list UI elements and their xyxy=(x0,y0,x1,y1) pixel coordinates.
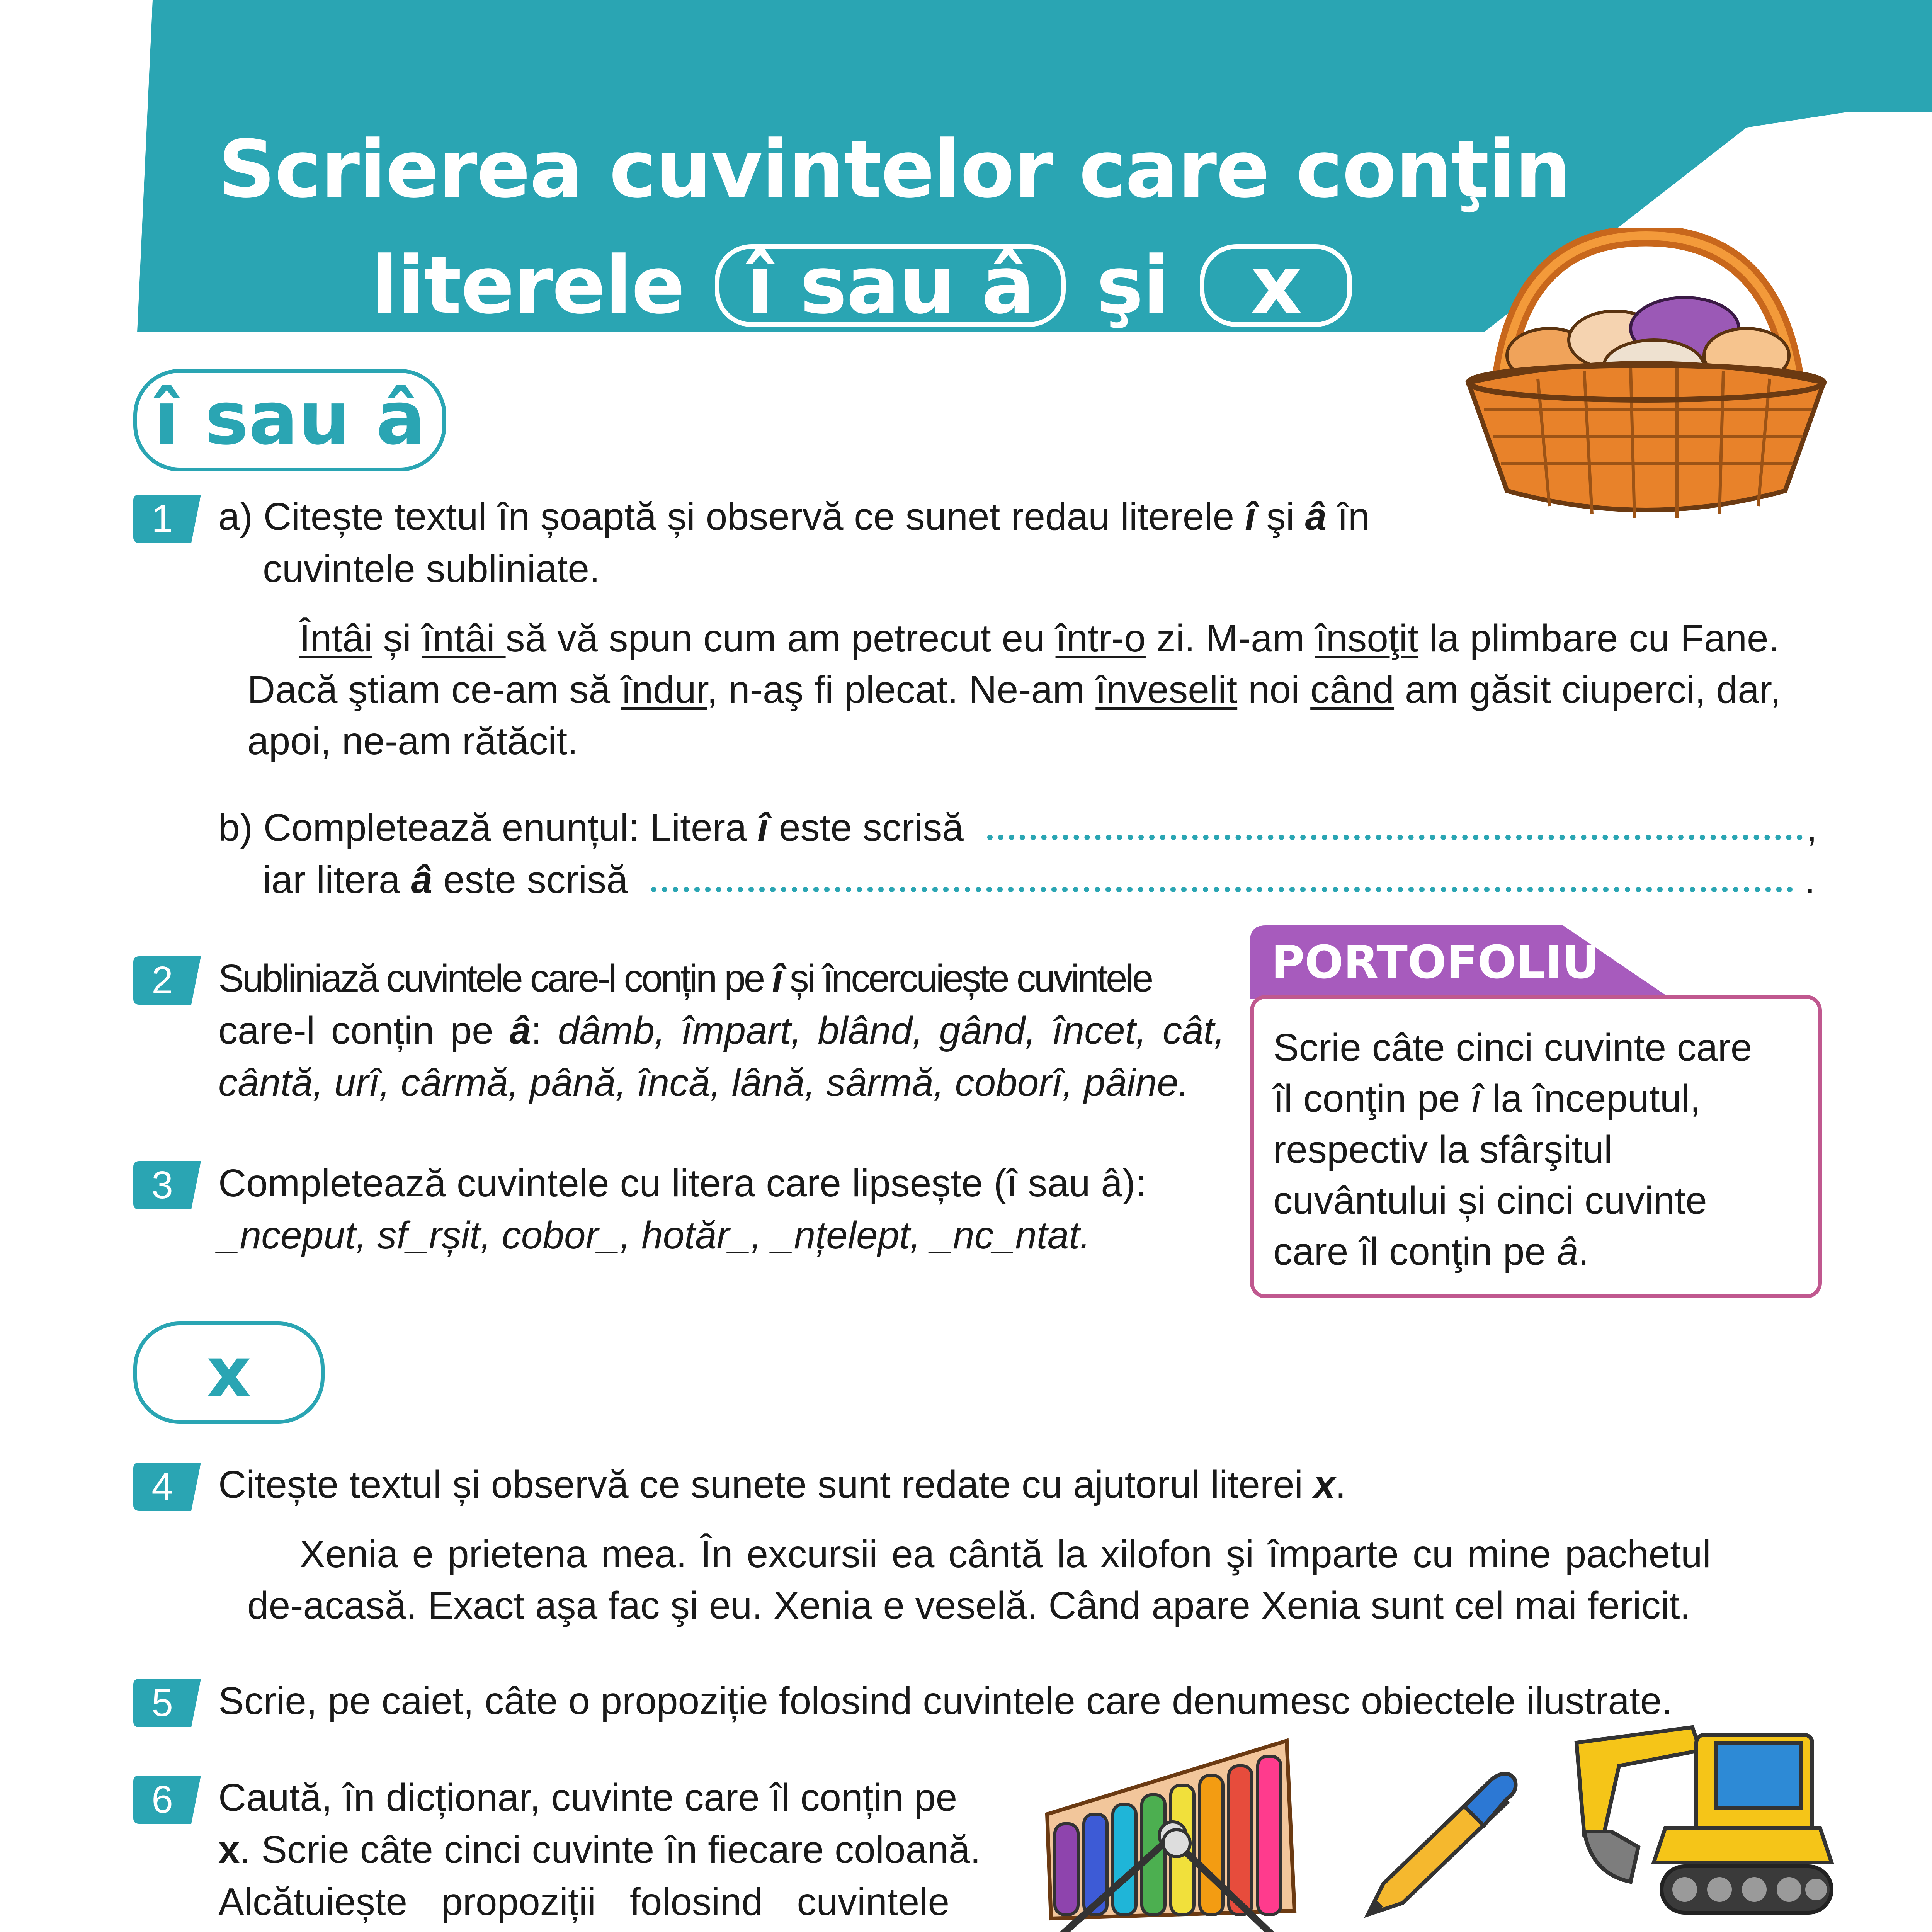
portofoliu-line1: Scrie câte cinci cuvinte care xyxy=(1273,1026,1752,1069)
underlined-word: într-o xyxy=(1055,617,1146,660)
portofoliu-line2: îl conţin pe î la începutul, xyxy=(1273,1077,1701,1120)
section-label-i-sau-a: î sau â xyxy=(133,369,446,471)
exercise-number-badge xyxy=(133,956,201,1005)
exercise-number-badge xyxy=(133,1463,201,1511)
answer-line-i[interactable] xyxy=(987,831,1803,840)
portofoliu-line4: cuvântului și cinci cuvinte xyxy=(1273,1179,1707,1222)
section-label-x: x xyxy=(133,1321,325,1424)
ex4-line1: Citește textul și observă ce sunete sunt redate cu ajutorul literei x. xyxy=(218,1463,1346,1506)
letter-i: î xyxy=(1245,495,1256,538)
title-word-literele: literele xyxy=(371,240,685,332)
ex2-line3: cântă, urî, cârmă, până, încă, lână, sârmă, coborî, pâine. xyxy=(218,1061,1189,1104)
page-title-line1: Scrierea cuvintelor care conţin xyxy=(218,124,1571,216)
exercise-number-badge xyxy=(133,1161,201,1209)
portofoliu-title: PORTOFOLIU xyxy=(1271,935,1599,989)
exercise-number: 3 xyxy=(151,1163,173,1207)
pen-icon xyxy=(1360,1768,1522,1918)
ex4-paragraph-line2: de-acasă. Exact aşa fac şi eu. Xenia e veselă. Când apare Xenia sunt cel mai fericit. xyxy=(247,1584,1691,1627)
ex5-text: Scrie, pe caiet, câte o propoziție folosind cuvintele care denumesc obiectele ilustrate. xyxy=(218,1679,1673,1723)
title-pill-i-sau-a: î sau â xyxy=(715,244,1066,327)
ex1-b-comma: , xyxy=(1806,806,1817,849)
ex1-b-line1: b) Completează enunțul: Litera î este scrisă xyxy=(218,806,964,849)
xylophone-icon xyxy=(1039,1737,1302,1932)
ex1-paragraph-line3: apoi, ne-am rătăcit. xyxy=(247,719,578,763)
ex1-b-line2: iar litera â este scrisă xyxy=(263,858,628,901)
underlined-word: însoţit xyxy=(1315,617,1418,660)
letter-a: â xyxy=(1305,495,1327,538)
portofoliu-line3: respectiv la sfârşitul xyxy=(1273,1128,1613,1171)
underlined-word: Întâi xyxy=(299,617,373,660)
underlined-word: înveselit xyxy=(1095,668,1238,711)
portofoliu-line5: care îl conţin pe â. xyxy=(1273,1230,1589,1273)
underlined-word: când xyxy=(1310,668,1395,711)
ex6-line3: Alcătuiește propoziții folosind cuvintele xyxy=(218,1880,950,1923)
ex2-line1: Subliniază cuvintele care-l conțin pe î și încercuiește cuvintele xyxy=(218,957,1152,1000)
ex4-paragraph-line1: Xenia e prietena mea. În excursii ea cântă la xilofon şi împarte cu mine pachetul xyxy=(299,1532,1711,1576)
exercise-number: 4 xyxy=(151,1465,173,1508)
ex6-line4 xyxy=(218,1928,646,1932)
exercise-number: 5 xyxy=(151,1681,173,1725)
ex1-a-line2: cuvintele subliniate. xyxy=(263,547,600,590)
underlined-word: îndur xyxy=(621,668,707,711)
exercise-number: 1 xyxy=(151,497,173,540)
underlined-word: întâi xyxy=(422,617,506,660)
title-pill-x: x xyxy=(1200,244,1352,327)
mushroom-basket-icon xyxy=(1453,228,1839,529)
ex1-paragraph-line1: Întâi și întâi să vă spun cum am petrecut eu într-o zi. M-am însoţit la plimbare cu Fane. xyxy=(299,617,1779,660)
ex3-line2: _nceput, sf_rșit, cobor_, hotăr_, _nțelept, _nc_ntat. xyxy=(218,1214,1090,1257)
exercise-number: 2 xyxy=(151,959,173,1002)
exercise-number-badge xyxy=(133,495,201,543)
exercise-number-badge xyxy=(133,1776,201,1824)
ex3-line1: Completează cuvintele cu litera care lipsește (î sau â): xyxy=(218,1162,1146,1205)
ex1-paragraph-line2: Dacă ştiam ce-am să îndur, n-aş fi plecat. Ne-am înveselit noi când am găsit ciuperci, dar, xyxy=(247,668,1781,711)
answer-line-a[interactable] xyxy=(651,883,1793,892)
ex1-a-line1: a) Citește textul în șoaptă și observă ce sunet redau literele î şi â în xyxy=(218,495,1370,538)
ex1-b-period: . xyxy=(1804,858,1815,901)
title-conj: şi xyxy=(1096,240,1169,332)
ex6-line1: Caută, în dicționar, cuvinte care îl conțin pe xyxy=(218,1776,957,1819)
exercise-number-badge xyxy=(133,1679,201,1727)
ex2-line2: care-l conțin pe â: dâmb, împart, blând, gând, încet, cât, xyxy=(218,1009,1225,1052)
ex6-line2: x. Scrie câte cinci cuvinte în fiecare coloană. xyxy=(218,1828,981,1871)
page-title-line2 xyxy=(371,240,1356,332)
exercise-number: 6 xyxy=(151,1778,173,1821)
excavator-icon xyxy=(1569,1719,1839,1920)
